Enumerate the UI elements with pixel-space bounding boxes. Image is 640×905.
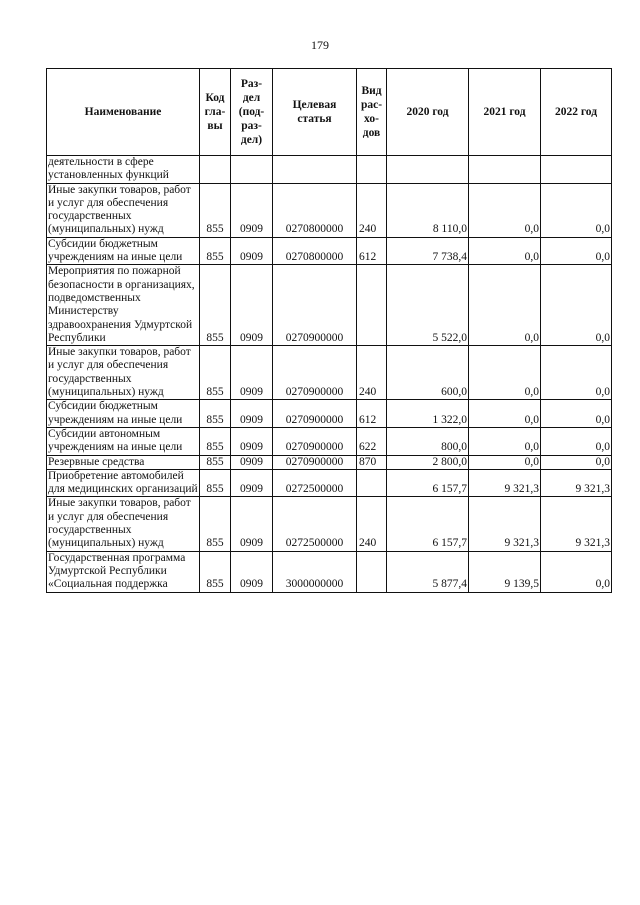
- table-header: [47, 69, 612, 156]
- row-value-2022: 9 321,3: [541, 497, 612, 551]
- row-value-2020: [387, 156, 469, 184]
- row-value-2020: 6 157,7: [387, 497, 469, 551]
- header-target-article: Целевая статья: [273, 69, 357, 156]
- table-row: [47, 497, 612, 551]
- table-row: [47, 400, 612, 428]
- row-value-2021: 9 321,3: [469, 497, 541, 551]
- row-name: Субсидии бюджетным учреждениям на иные цели: [47, 237, 200, 265]
- row-chapter-code: 855: [200, 237, 231, 265]
- row-value-2020: 7 738,4: [387, 237, 469, 265]
- table-body: [47, 156, 612, 593]
- row-value-2022: 0,0: [541, 551, 612, 592]
- header-year-2021: 2021 год: [469, 69, 541, 156]
- row-section: 0909: [231, 237, 273, 265]
- row-value-2022: 0,0: [541, 427, 612, 455]
- row-section: 0909: [231, 400, 273, 428]
- row-section: 0909: [231, 346, 273, 400]
- row-expense-type: [357, 469, 387, 497]
- row-expense-type: 612: [357, 237, 387, 265]
- row-value-2022: 0,0: [541, 183, 612, 237]
- row-chapter-code: 855: [200, 469, 231, 497]
- row-value-2021: 0,0: [469, 400, 541, 428]
- table-row: [47, 469, 612, 497]
- header-section: Раз- дел (под- раз- дел): [231, 69, 273, 156]
- row-chapter-code: 855: [200, 183, 231, 237]
- row-value-2021: 9 139,5: [469, 551, 541, 592]
- row-expense-type: 612: [357, 400, 387, 428]
- row-value-2022: 9 321,3: [541, 469, 612, 497]
- row-expense-type: 870: [357, 455, 387, 469]
- header-expense-type: Вид рас- хо- дов: [357, 69, 387, 156]
- row-value-2021: [469, 156, 541, 184]
- row-expense-type: 240: [357, 497, 387, 551]
- header-year-2022: 2022 год: [541, 69, 612, 156]
- table-row: [47, 346, 612, 400]
- row-target-article: 0272500000: [273, 497, 357, 551]
- table-row: [47, 237, 612, 265]
- row-expense-type: 622: [357, 427, 387, 455]
- budget-table: [46, 68, 612, 593]
- row-value-2022: 0,0: [541, 237, 612, 265]
- row-chapter-code: 855: [200, 400, 231, 428]
- row-name: деятельности в сфере установленных функций: [47, 156, 200, 184]
- row-target-article: 3000000000: [273, 551, 357, 592]
- row-name: Субсидии автономным учреждениям на иные цели: [47, 427, 200, 455]
- row-value-2020: 1 322,0: [387, 400, 469, 428]
- row-name: Иные закупки товаров, работ и услуг для обеспечения государственных (муниципальных) нужд: [47, 183, 200, 237]
- table-row: [47, 183, 612, 237]
- row-chapter-code: 855: [200, 455, 231, 469]
- table-row: [47, 455, 612, 469]
- row-name: Иные закупки товаров, работ и услуг для обеспечения государственных (муниципальных) нужд: [47, 497, 200, 551]
- row-section: 0909: [231, 469, 273, 497]
- table-row: [47, 265, 612, 346]
- row-value-2021: 0,0: [469, 455, 541, 469]
- row-target-article: 0270900000: [273, 265, 357, 346]
- row-name: Государственная программа Удмуртской Республики «Социальная поддержка: [47, 551, 200, 592]
- row-value-2021: 0,0: [469, 265, 541, 346]
- row-name: Иные закупки товаров, работ и услуг для обеспечения государственных (муниципальных) нужд: [47, 346, 200, 400]
- row-target-article: 0270900000: [273, 427, 357, 455]
- row-value-2020: 5 877,4: [387, 551, 469, 592]
- row-chapter-code: [200, 156, 231, 184]
- row-section: 0909: [231, 183, 273, 237]
- row-expense-type: [357, 551, 387, 592]
- row-value-2021: 0,0: [469, 237, 541, 265]
- row-name: Субсидии бюджетным учреждениям на иные цели: [47, 400, 200, 428]
- row-expense-type: [357, 156, 387, 184]
- row-value-2020: 5 522,0: [387, 265, 469, 346]
- row-value-2021: 9 321,3: [469, 469, 541, 497]
- row-value-2022: 0,0: [541, 265, 612, 346]
- header-name: Наименование: [47, 69, 200, 156]
- row-target-article: 0270900000: [273, 400, 357, 428]
- row-value-2022: 0,0: [541, 346, 612, 400]
- row-expense-type: 240: [357, 183, 387, 237]
- row-target-article: 0272500000: [273, 469, 357, 497]
- row-value-2020: 2 800,0: [387, 455, 469, 469]
- row-chapter-code: 855: [200, 551, 231, 592]
- row-value-2022: 0,0: [541, 400, 612, 428]
- table-row: [47, 427, 612, 455]
- row-target-article: 0270800000: [273, 183, 357, 237]
- row-chapter-code: 855: [200, 427, 231, 455]
- row-section: 0909: [231, 427, 273, 455]
- row-section: [231, 156, 273, 184]
- row-value-2020: 8 110,0: [387, 183, 469, 237]
- row-value-2021: 0,0: [469, 427, 541, 455]
- page-number: 179: [311, 38, 329, 52]
- table-row: [47, 156, 612, 184]
- row-section: 0909: [231, 551, 273, 592]
- row-section: 0909: [231, 455, 273, 469]
- row-target-article: 0270800000: [273, 237, 357, 265]
- row-target-article: 0270900000: [273, 455, 357, 469]
- header-chapter-code: Код гла- вы: [200, 69, 231, 156]
- row-expense-type: 240: [357, 346, 387, 400]
- row-value-2020: 6 157,7: [387, 469, 469, 497]
- row-target-article: [273, 156, 357, 184]
- row-name: Мероприятия по пожарной безопасности в организациях, подведомственных Министерству здравоохранения Удмуртской Республики: [47, 265, 200, 346]
- row-value-2022: [541, 156, 612, 184]
- row-section: 0909: [231, 265, 273, 346]
- row-value-2021: 0,0: [469, 183, 541, 237]
- row-section: 0909: [231, 497, 273, 551]
- row-target-article: 0270900000: [273, 346, 357, 400]
- header-year-2020: 2020 год: [387, 69, 469, 156]
- row-name: Приобретение автомобилей для медицинских организаций: [48, 469, 198, 496]
- row-chapter-code: 855: [200, 265, 231, 346]
- row-name: Резервные средства: [47, 455, 200, 469]
- table-row: [47, 551, 612, 592]
- row-expense-type: [357, 265, 387, 346]
- row-value-2022: 0,0: [541, 455, 612, 469]
- row-chapter-code: 855: [200, 497, 231, 551]
- row-chapter-code: 855: [200, 346, 231, 400]
- row-value-2020: 600,0: [387, 346, 469, 400]
- row-value-2021: 0,0: [469, 346, 541, 400]
- row-value-2020: 800,0: [387, 427, 469, 455]
